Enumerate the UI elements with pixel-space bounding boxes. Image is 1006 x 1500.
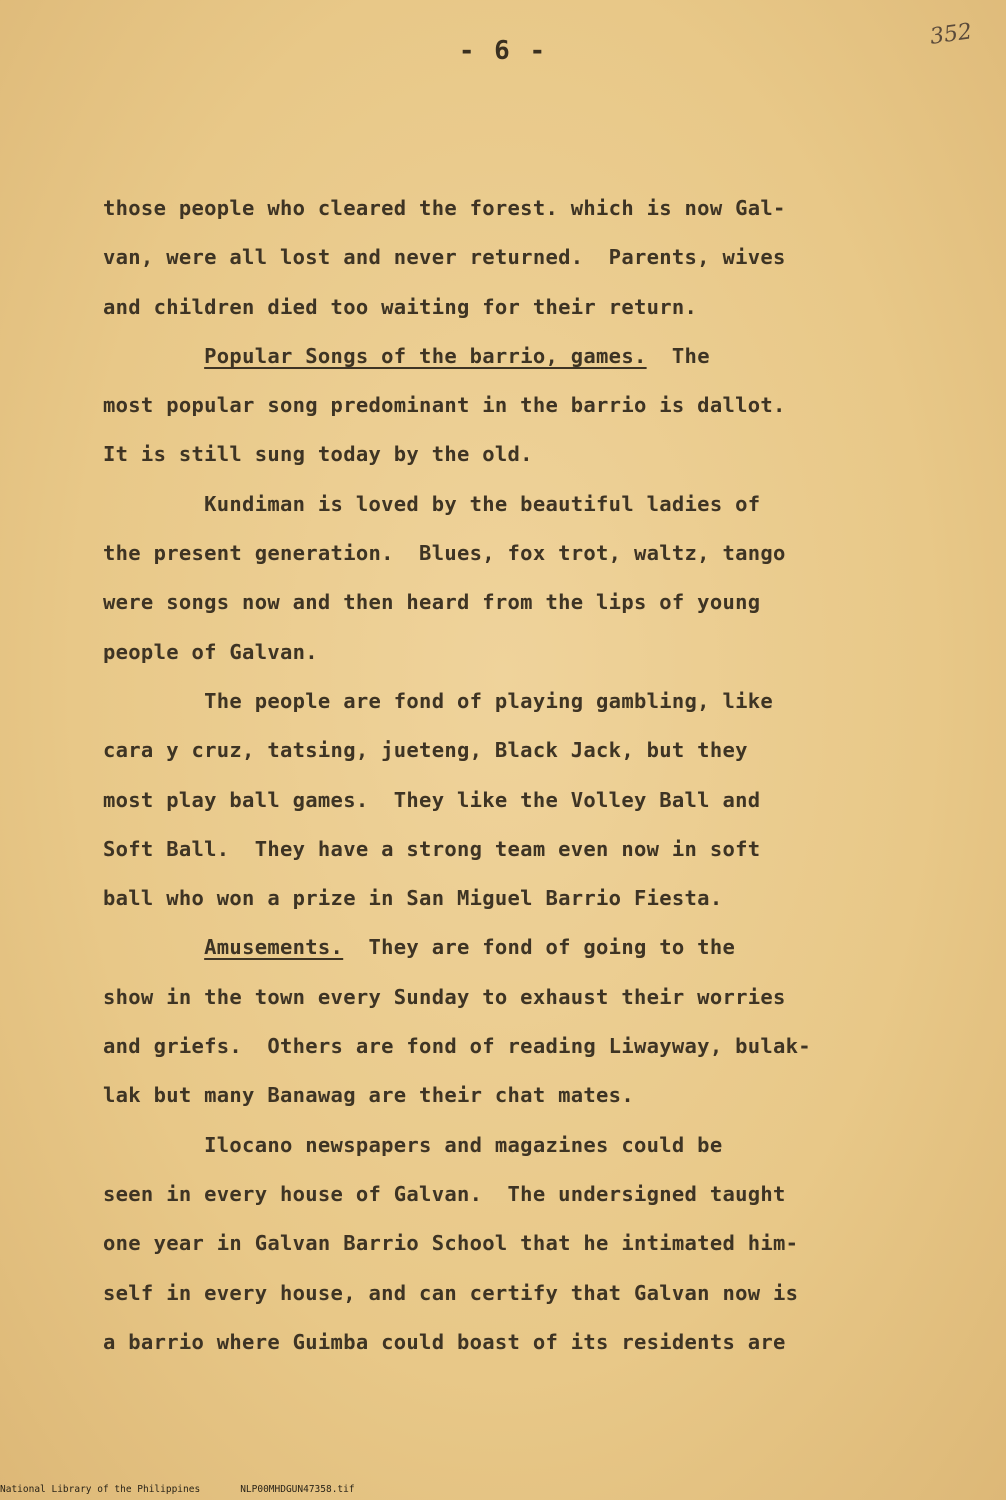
text-line bbox=[103, 825, 923, 874]
line-text: self in every house, and can certify that Galvan now is bbox=[103, 1280, 799, 1305]
handwritten-page-note: 352 bbox=[928, 19, 974, 50]
line-text: Ilocano newspapers and magazines could be bbox=[103, 1132, 723, 1157]
text-line bbox=[103, 677, 923, 726]
text-line bbox=[103, 1269, 923, 1318]
line-text: cara y cruz, tatsing, jueteng, Black Jack, but they bbox=[103, 738, 748, 763]
line-text: The people are fond of playing gambling, like bbox=[103, 688, 774, 713]
document-body bbox=[103, 184, 923, 1367]
section-heading: Amusements. bbox=[204, 935, 344, 960]
text-line bbox=[103, 1219, 923, 1268]
text-line bbox=[103, 430, 923, 479]
line-text: Kundiman is loved by the beautiful ladies of bbox=[103, 491, 761, 516]
text-line bbox=[103, 578, 923, 627]
line-text: most play ball games. They like the Volley Ball and bbox=[103, 787, 761, 812]
text-line bbox=[103, 874, 923, 923]
text-line bbox=[103, 1121, 923, 1170]
line-text-continued: They are fond of going to the bbox=[343, 935, 736, 960]
line-text: Soft Ball. They have a strong team even now in soft bbox=[103, 836, 761, 861]
text-line bbox=[103, 726, 923, 775]
line-text: those people who cleared the forest. which is now Gal- bbox=[103, 196, 786, 220]
line-text: ball who won a prize in San Miguel Barrio Fiesta. bbox=[103, 886, 723, 911]
text-line bbox=[103, 332, 923, 381]
line-text bbox=[103, 935, 204, 959]
line-text: most popular song predominant in the barrio is dallot. bbox=[103, 393, 786, 418]
text-line bbox=[103, 923, 923, 972]
library-name: National Library of the Philippines bbox=[0, 1484, 201, 1495]
text-line bbox=[103, 529, 923, 578]
line-text: and children died too waiting for their return. bbox=[103, 294, 698, 319]
text-line bbox=[103, 628, 923, 677]
text-line bbox=[103, 1071, 923, 1120]
line-text bbox=[103, 344, 204, 368]
page-number: - 6 - bbox=[458, 36, 548, 66]
text-line bbox=[103, 480, 923, 529]
line-text: were songs now and then heard from the lips of young bbox=[103, 590, 761, 615]
scan-filename: NLP00MHDGUN47358.tif bbox=[240, 1484, 355, 1495]
text-line bbox=[103, 233, 923, 282]
text-line bbox=[103, 1170, 923, 1219]
line-text: lak but many Banawag are their chat mates. bbox=[103, 1083, 634, 1108]
text-line bbox=[103, 776, 923, 825]
line-text-continued: The bbox=[646, 343, 710, 368]
scan-footer bbox=[0, 1484, 395, 1495]
line-text: van, were all lost and never returned. Parents, wives bbox=[103, 245, 786, 270]
text-line bbox=[103, 381, 923, 430]
line-text: It is still sung today by the old. bbox=[103, 442, 533, 467]
section-heading: Popular Songs of the barrio, games. bbox=[204, 343, 647, 368]
text-line bbox=[103, 1318, 923, 1367]
line-text: show in the town every Sunday to exhaust their worries bbox=[103, 984, 786, 1009]
line-text: a barrio where Guimba could boast of its residents are bbox=[103, 1329, 786, 1354]
text-line bbox=[103, 973, 923, 1022]
line-text: one year in Galvan Barrio School that he intimated him- bbox=[103, 1231, 799, 1256]
line-text: the present generation. Blues, fox trot, waltz, tango bbox=[103, 541, 786, 566]
line-text: seen in every house of Galvan. The undersigned taught bbox=[103, 1181, 786, 1206]
line-text: people of Galvan. bbox=[103, 639, 318, 664]
line-text: and griefs. Others are fond of reading Liwayway, bulak- bbox=[103, 1034, 811, 1059]
text-line bbox=[103, 184, 923, 233]
text-line bbox=[103, 283, 923, 332]
text-line bbox=[103, 1022, 923, 1071]
